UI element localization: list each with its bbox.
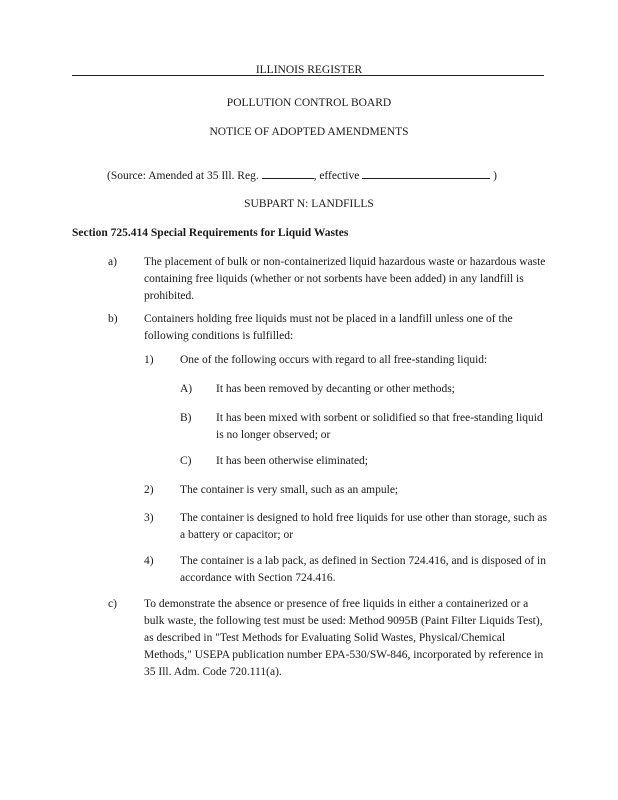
item-b2-text: The container is very small, such as an ampule; — [180, 484, 399, 496]
item-a-text: The placement of bulk or non-containerized liquid hazardous waste or hazardous waste containing free liquids (whether or not sorbents have been added) in any landfill is prohibited. — [144, 256, 546, 302]
item-b4-text: The container is a lab pack, as defined in Section 724.416, and is disposed of in accordance with Section 724.416. — [180, 555, 546, 584]
item-b1-text: One of the following occurs with regard to all free-standing liquid: — [180, 354, 488, 366]
subpart-heading: SUBPART N: LANDFILLS — [244, 198, 374, 210]
source-suffix: ) — [493, 170, 497, 182]
volume-blank — [262, 168, 314, 179]
item-b1a-label: A) — [180, 383, 193, 395]
item-b-label: b) — [108, 313, 118, 325]
board-title: POLLUTION CONTROL BOARD — [226, 97, 392, 109]
date-blank — [362, 168, 490, 179]
item-b1-label: 1) — [144, 354, 154, 366]
item-a-label: a) — [108, 256, 117, 268]
source-note — [107, 168, 497, 185]
item-b1a-text: It has been removed by decanting or other methods; — [216, 383, 455, 395]
item-b3-text: The container is designed to hold free liquids for use other than storage, such as a battery or capacitor; or — [180, 512, 547, 541]
header-rule — [72, 75, 544, 76]
section-heading: Section 725.414 Special Requirements for Liquid Wastes — [72, 227, 349, 239]
register-header: ILLINOIS REGISTER — [255, 64, 363, 76]
item-c-text: To demonstrate the absence or presence of free liquids in either a containerized or a bulk waste, the following test must be used: Method 9095B (Paint Filter Liquids Test), as described in "Test Methods for Evaluating Solid Wastes, Physical/Chemical Methods," USEPA publication number EPA-530/SW-846, incorporated by reference in 35 Ill. Adm. Code 720.111(a). — [144, 598, 544, 678]
source-prefix: (Source: Amended at 35 Ill. Reg. — [107, 170, 259, 182]
item-b3-label: 3) — [144, 512, 154, 524]
item-b2-label: 2) — [144, 484, 154, 496]
item-c-label: c) — [108, 598, 117, 610]
source-middle: , effective — [313, 170, 360, 182]
notice-title: NOTICE OF ADOPTED AMENDMENTS — [209, 126, 409, 138]
item-b-text: Containers holding free liquids must not be placed in a landfill unless one of the following conditions is fulfilled: — [144, 313, 513, 342]
item-b1b-label: B) — [180, 412, 192, 424]
item-b1c-text: It has been otherwise eliminated; — [216, 455, 369, 467]
item-b1c-label: C) — [180, 455, 192, 467]
item-b1b-text: It has been mixed with sorbent or solidified so that free-standing liquid is no longer observed; or — [216, 412, 543, 441]
item-b4-label: 4) — [144, 555, 154, 567]
